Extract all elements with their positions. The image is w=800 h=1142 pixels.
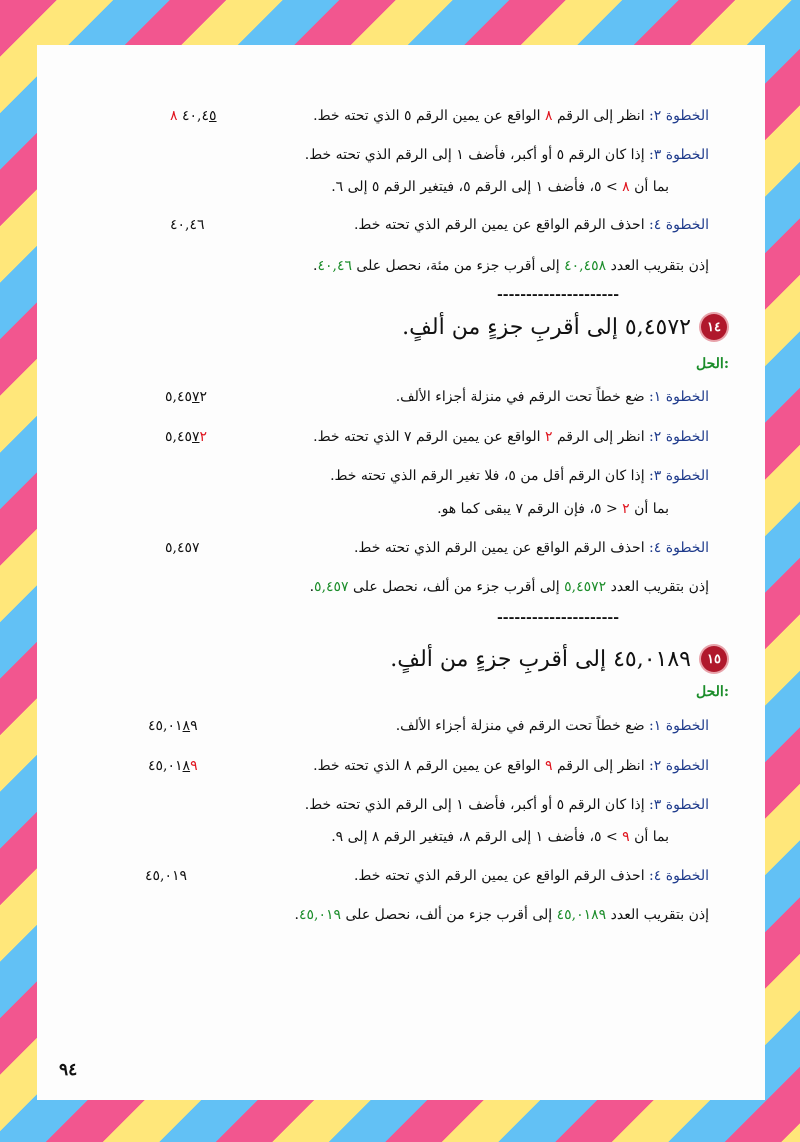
step-label: الخطوة ١: — [644, 389, 709, 405]
step-digit: ٩ — [545, 758, 553, 774]
ex14-result — [310, 579, 709, 595]
ex13-num4: ٤٠,٤٦ — [170, 217, 205, 233]
step-label: الخطوة ١: — [644, 718, 709, 734]
result-answer: ٤٠,٤٦ — [317, 258, 352, 274]
separator: --------------------- — [497, 287, 620, 303]
note-text: بما أن — [629, 501, 669, 517]
step-digit: ٢ — [545, 429, 553, 445]
number-part: ٥,٤٥ — [165, 429, 193, 445]
ex14-step3 — [330, 468, 709, 484]
ex15-badge: ١٥ — [701, 646, 727, 672]
number-red: ٨ — [170, 108, 178, 124]
ex15-result — [295, 907, 709, 923]
result-text: إلى أقرب جزء من ألف، نحصل على — [348, 579, 565, 595]
ex15-step3 — [305, 797, 709, 813]
ex14-num1 — [165, 389, 207, 405]
note-text: بما أن — [629, 829, 669, 845]
ex13-step3-note — [331, 179, 669, 195]
number-part: ٥,٤٥ — [165, 389, 193, 405]
ex14-num4: ٥,٤٥٧ — [165, 540, 200, 556]
step-text: انظر إلى الرقم — [552, 429, 645, 445]
step-text: الواقع عن يمين الرقم ٥ الذي تحته خط. — [313, 108, 545, 124]
step-label: الخطوة ٣: — [644, 147, 709, 163]
result-text: إذن بتقريب العدد — [606, 579, 709, 595]
number-underlined: ٧ — [192, 389, 200, 405]
ex15-header — [390, 640, 727, 678]
note-text: < ٥، فإن الرقم ٧ يبقى كما هو. — [437, 501, 623, 517]
step-label: الخطوة ٣: — [644, 797, 709, 813]
step-label: الخطوة ٤: — [644, 868, 709, 884]
step-text: إذا كان الرقم ٥ أو أكبر، فأضف ١ إلى الرقم الذي تحته خط. — [304, 797, 645, 813]
separator: --------------------- — [497, 610, 620, 626]
ex13-step4 — [354, 217, 709, 233]
note-digit: ٩ — [622, 829, 630, 845]
number-underlined: ٥ — [209, 108, 217, 124]
ex15-step1 — [396, 718, 709, 734]
number-part: ٢ — [199, 389, 208, 405]
step-label: الخطوة ٢: — [644, 758, 709, 774]
step-text: الواقع عن يمين الرقم ٨ الذي تحته خط. — [313, 758, 545, 774]
ex13-result — [313, 258, 709, 274]
result-number: ٤٠,٤٥٨ — [564, 258, 607, 274]
number-underlined: ٧ — [192, 429, 200, 445]
result-text: إذن بتقريب العدد — [606, 907, 709, 923]
ex15-num1 — [148, 718, 198, 734]
result-number: ٥,٤٥٧٢ — [564, 579, 607, 595]
ex13-step2 — [313, 108, 709, 124]
step-text: الواقع عن يمين الرقم ٧ الذي تحته خط. — [313, 429, 545, 445]
number-underlined: ٨ — [182, 758, 191, 774]
page-number: ٩٤ — [59, 1060, 78, 1080]
ex13-step3 — [305, 147, 709, 163]
step-label: الخطوة ٢: — [644, 108, 709, 124]
ex14-step4 — [354, 540, 709, 556]
ex15-num2 — [148, 758, 198, 774]
ex15-step4 — [354, 868, 709, 884]
result-text: إذن بتقريب العدد — [606, 258, 709, 274]
ex14-solution-label: الحل: — [696, 356, 729, 372]
ex15-num4: ٤٥,٠١٩ — [145, 868, 188, 884]
step-text: احذف الرقم الواقع عن يمين الرقم الذي تحته خط. — [353, 540, 645, 556]
note-text: بما أن — [629, 179, 669, 195]
ex14-badge: ١٤ — [701, 314, 727, 340]
step-text: احذف الرقم الواقع عن يمين الرقم الذي تحته خط. — [353, 217, 645, 233]
ex14-header — [402, 308, 727, 346]
ex14-title: ٥,٤٥٧٢ إلى أقربِ جزءٍ من ألفٍ. — [402, 314, 691, 340]
step-text: انظر إلى الرقم — [552, 758, 645, 774]
number-red: ٢ — [199, 429, 208, 445]
number-underlined: ٨ — [182, 718, 191, 734]
number-part: ٤٥,٠١ — [148, 758, 183, 774]
ex14-step3-note — [437, 501, 669, 517]
step-label: الخطوة ٢: — [644, 429, 709, 445]
step-text: احذف الرقم الواقع عن يمين الرقم الذي تحته خط. — [353, 868, 645, 884]
ex15-solution-label: الحل: — [696, 684, 729, 700]
number-red: ٩ — [190, 758, 198, 774]
step-text: إذا كان الرقم ٥ أو أكبر، فأضف ١ إلى الرقم الذي تحته خط. — [304, 147, 645, 163]
number-part: ٩ — [190, 718, 198, 734]
ex14-num2 — [165, 429, 207, 445]
result-text: . — [309, 579, 315, 595]
ex13-num2 — [170, 108, 217, 124]
result-text: إلى أقرب جزء من ألف، نحصل على — [341, 907, 557, 923]
step-label: الخطوة ٤: — [644, 217, 709, 233]
number-part: ٤٥,٠١ — [148, 718, 183, 734]
step-label: الخطوة ٣: — [644, 468, 709, 484]
result-answer: ٤٥,٠١٩ — [299, 907, 342, 923]
note-digit: ٨ — [622, 179, 630, 195]
ex15-title: ٤٥,٠١٨٩ إلى أقربِ جزءٍ من ألفٍ. — [390, 646, 691, 672]
step-text: انظر إلى الرقم — [552, 108, 645, 124]
result-text: . — [294, 907, 299, 923]
step-text: ضع خطاً تحت الرقم في منزلة أجزاء الألف. — [395, 389, 645, 405]
result-text: إلى أقرب جزء من مئة، نحصل على — [351, 258, 565, 274]
result-answer: ٥,٤٥٧ — [314, 579, 349, 595]
ex15-step2 — [313, 758, 709, 774]
result-text: . — [313, 258, 318, 274]
page — [37, 45, 765, 1100]
number-part: ٤٠,٤ — [181, 108, 209, 124]
step-digit: ٨ — [545, 108, 553, 124]
ex15-step3-note — [331, 829, 669, 845]
step-text: ضع خطاً تحت الرقم في منزلة أجزاء الألف. — [395, 718, 645, 734]
note-digit: ٢ — [622, 501, 630, 517]
note-text: > ٥، فأضف ١ إلى الرقم ٥، فيتغير الرقم ٥ إلى ٦. — [331, 179, 623, 195]
step-label: الخطوة ٤: — [644, 540, 709, 556]
step-text: إذا كان الرقم أقل من ٥، فلا تغير الرقم الذي تحته خط. — [330, 468, 645, 484]
note-text: > ٥، فأضف ١ إلى الرقم ٨، فيتغير الرقم ٨ إلى ٩. — [331, 829, 623, 845]
ex14-step1 — [396, 389, 709, 405]
result-number: ٤٥,٠١٨٩ — [556, 907, 607, 923]
ex14-step2 — [313, 429, 709, 445]
